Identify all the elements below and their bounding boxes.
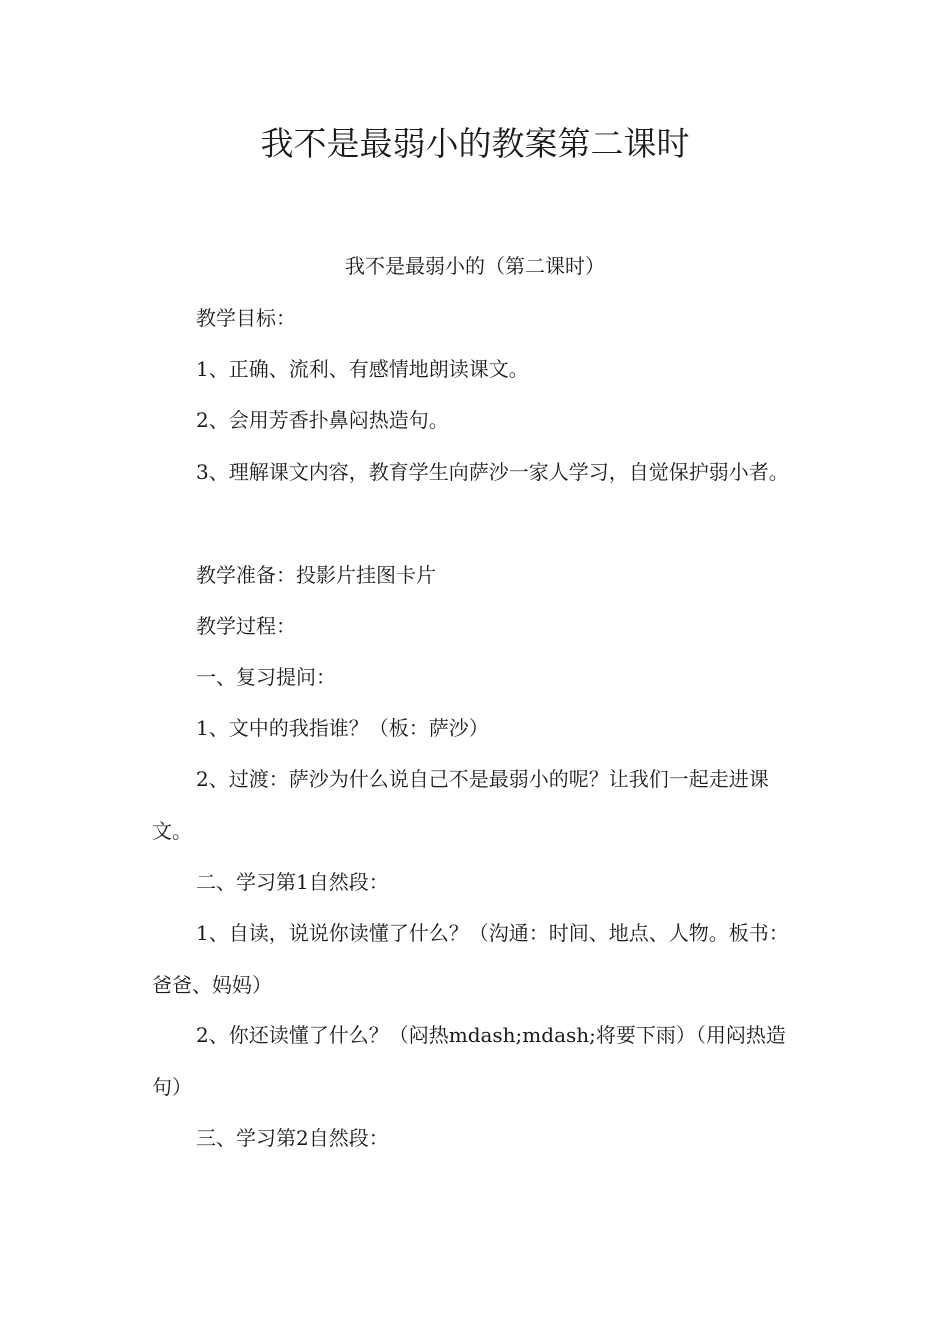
paragraph-section-1-heading: 一、复习提问： xyxy=(196,665,336,689)
paragraph-goal-1: 1、正确、流利、有感情地朗读课文。 xyxy=(196,357,529,381)
paragraph-section-2-item-1: 1、自读，说说你读懂了什么？（沟通：时间、地点、人物。板书：爸爸、妈妈） xyxy=(152,921,789,997)
paragraph-section-2-item-2: 2、你还读懂了什么？（闷热mdash;mdash;将要下雨）（用闷热造句） xyxy=(152,1023,786,1099)
paragraph-section-3-heading: 三、学习第2自然段： xyxy=(196,1126,389,1150)
paragraph-section-1-item-2: 2、过渡：萨沙为什么说自己不是最弱小的呢？让我们一起走进课文。 xyxy=(152,767,769,843)
paragraph-goal-3: 3、理解课文内容，教育学生向萨沙一家人学习，自觉保护弱小者。 xyxy=(196,460,789,484)
paragraph-section-2-heading: 二、学习第1自然段： xyxy=(196,870,389,894)
lesson-subtitle: 我不是最弱小的（第二课时） xyxy=(345,254,605,278)
paragraph-section-1-item-1: 1、文中的我指谁？（板：萨沙） xyxy=(196,716,489,740)
document-title: 我不是最弱小的教案第二课时 xyxy=(260,124,690,163)
paragraph-preparation: 教学准备：投影片挂图卡片 xyxy=(196,563,436,587)
paragraph-teaching-goals-heading: 教学目标： xyxy=(196,306,296,330)
paragraph-goal-2: 2、会用芳香扑鼻闷热造句。 xyxy=(196,408,449,432)
paragraph-process-heading: 教学过程： xyxy=(196,614,296,638)
